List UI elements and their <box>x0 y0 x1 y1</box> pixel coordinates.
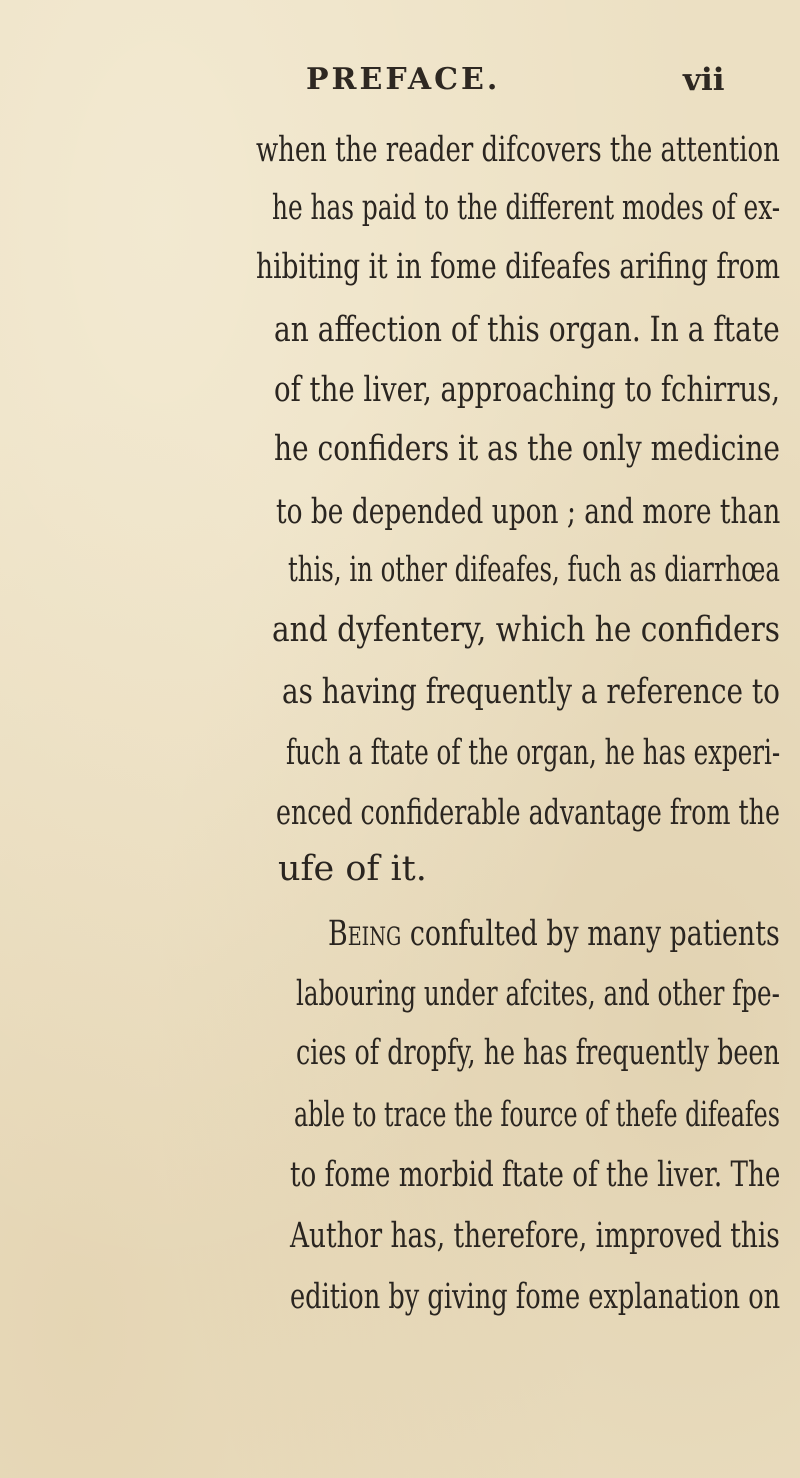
text-line: an affection of this organ. In a ftate <box>274 310 780 350</box>
text-line: able to trace the fource of thefe difeafes <box>294 1095 780 1135</box>
text-line: enced confiderable advantage from the <box>276 793 780 833</box>
text-line: Author has, therefore, improved this <box>290 1216 780 1256</box>
text-line: hibiting it in fome difeafes arifing from <box>256 247 780 287</box>
text-line: when the reader difcovers the attention <box>256 130 780 170</box>
running-head <box>0 62 800 122</box>
text-line: of the liver, approaching to fchirrus, <box>274 370 780 410</box>
text-line: as having frequently a reference to <box>282 672 780 712</box>
text-line: he confiders it as the only medicine <box>274 429 780 469</box>
text-line: ufe of it. <box>278 849 427 889</box>
page-number: vii <box>683 62 725 98</box>
text-line: edition by giving fome explanation on <box>290 1277 781 1317</box>
text-line: cies of dropfy, he has frequently been <box>296 1033 780 1073</box>
text-line: and dyfentery, which he confiders <box>272 610 780 650</box>
paragraph-opening-rest: confulted by many patients <box>401 914 780 954</box>
text-line: to fome morbid ftate of the liver. The <box>290 1155 781 1195</box>
text-line: fuch a ftate of the organ, he has experi- <box>286 733 781 773</box>
paragraph-lead-word: Being <box>328 914 402 954</box>
text-line: he has paid to the different modes of ex- <box>272 188 781 228</box>
text-line: this, in other difeafes, fuch as diarrhœa <box>288 550 780 590</box>
paragraph-opening-line <box>328 914 780 954</box>
text-line: to be depended upon ; and more than <box>276 492 781 532</box>
running-title: PREFACE. <box>306 62 501 97</box>
text-line: labouring under afcites, and other fpe- <box>296 974 780 1014</box>
